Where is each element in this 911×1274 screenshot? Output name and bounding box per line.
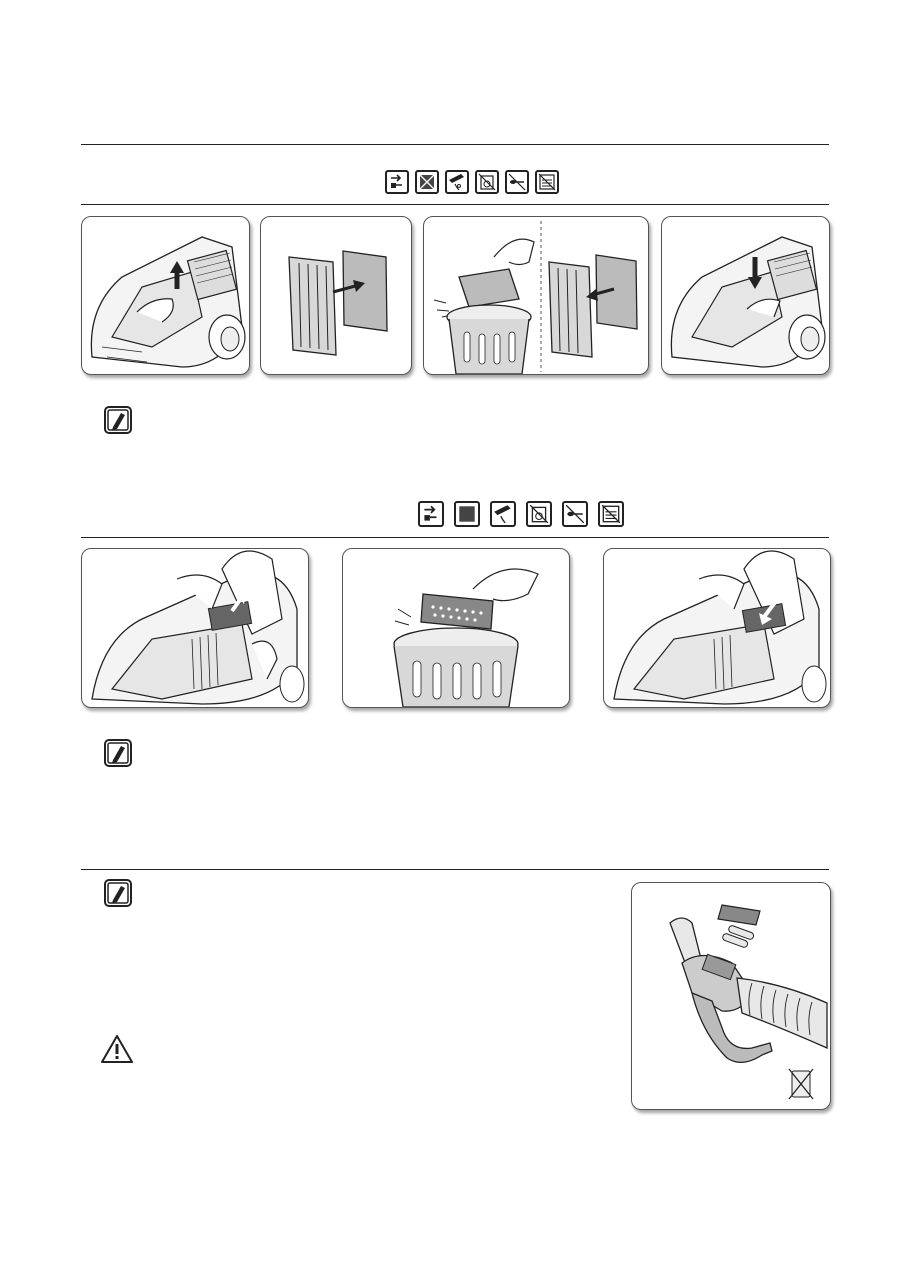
no-dryer-icon bbox=[415, 170, 439, 194]
exhaust-filter-remove-illustration bbox=[82, 549, 308, 707]
section1-care-icons bbox=[385, 170, 559, 194]
step-insert-filter bbox=[661, 216, 830, 375]
dryer-icon bbox=[454, 501, 480, 527]
unplug-icon bbox=[385, 170, 409, 194]
no-detergent-icon bbox=[535, 170, 559, 194]
filter-separation-illustration bbox=[261, 217, 411, 374]
brush-icon bbox=[445, 170, 469, 194]
vacuum-insert-illustration bbox=[662, 217, 829, 374]
note-icon bbox=[103, 405, 133, 435]
vacuum-open-illustration bbox=[82, 217, 249, 374]
step-clean-filter bbox=[423, 216, 649, 375]
note-icon bbox=[103, 738, 133, 768]
section2-care-icons bbox=[418, 501, 624, 527]
step-insert-exhaust-filter bbox=[603, 548, 831, 708]
warning-icon bbox=[100, 1034, 134, 1064]
no-washing-machine-icon bbox=[475, 170, 499, 194]
section2-icon-rule bbox=[81, 537, 829, 538]
no-water-icon bbox=[505, 170, 529, 194]
exhaust-filter-discard-illustration bbox=[343, 549, 569, 707]
no-washing-machine-icon bbox=[526, 501, 552, 527]
exhaust-filter-insert-illustration bbox=[604, 549, 830, 707]
step-remove-filter bbox=[81, 216, 250, 375]
no-water-icon bbox=[562, 501, 588, 527]
step-separate-filter bbox=[260, 216, 412, 375]
note-icon bbox=[103, 878, 133, 908]
do-not-dispose-icon bbox=[789, 1069, 813, 1099]
brush-icon bbox=[490, 501, 516, 527]
step-discard-exhaust-filter bbox=[342, 548, 570, 708]
section1-top-rule bbox=[81, 144, 829, 145]
no-detergent-icon bbox=[598, 501, 624, 527]
handle-battery-illustration bbox=[632, 883, 830, 1109]
filter-clean-illustration bbox=[424, 217, 648, 374]
section3-top-rule bbox=[81, 869, 829, 870]
step-remove-exhaust-filter bbox=[81, 548, 309, 708]
unplug-icon bbox=[418, 501, 444, 527]
section1-icon-rule bbox=[81, 204, 829, 205]
battery-handle-illustration bbox=[631, 882, 831, 1110]
